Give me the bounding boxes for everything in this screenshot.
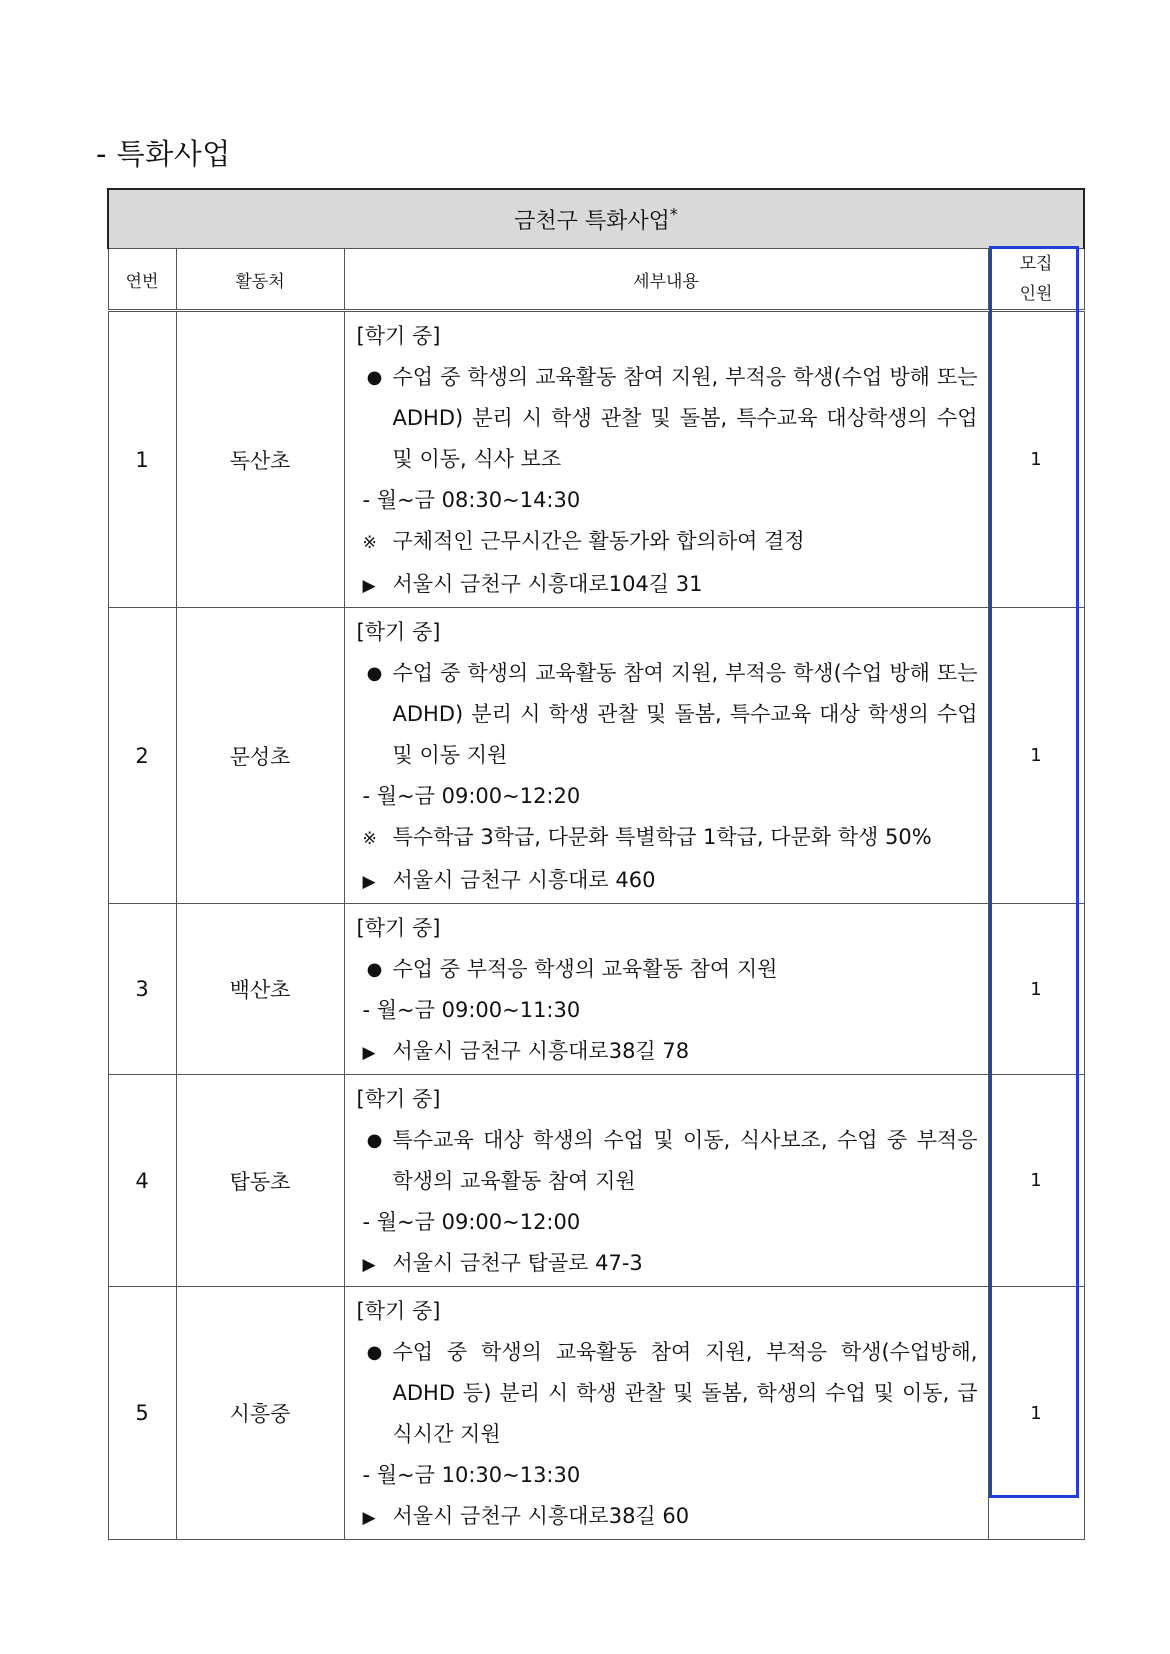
row-recruit: 1 [988, 1075, 1084, 1287]
row-address [357, 1243, 978, 1286]
bullet-dot-icon: ● [366, 663, 383, 684]
row-address-text: 서울시 금천구 탑골로 47-3 [392, 1251, 643, 1275]
header-place: 활동처 [176, 249, 344, 311]
bullet-dot-icon: ● [366, 1342, 383, 1363]
row-no: 1 [108, 311, 176, 608]
row-term: [학기 중] [356, 1087, 441, 1111]
row-note-text: 특수학급 3학급, 다문화 특별학급 1학급, 다문화 학생 50% [392, 825, 932, 849]
header-detail: 세부내용 [344, 249, 988, 311]
table-header-row [108, 249, 1084, 311]
row-term: [학기 중] [356, 916, 441, 940]
table-title-text: 금천구 특화사업 [514, 208, 670, 234]
table-row [108, 1075, 1084, 1287]
row-address-text: 서울시 금천구 시흥대로104길 31 [392, 572, 703, 596]
row-bullet-text: 수업 중 학생의 교육활동 참여 지원, 부적응 학생(수업 방해 또는 ADHD) 분리 시 학생 관찰 및 돌봄, 특수교육 대상 학생의 수업 및 이동 지원 [392, 661, 978, 767]
program-table-wrapper [107, 188, 1083, 1540]
header-no: 연번 [108, 249, 176, 311]
row-place: 문성초 [176, 608, 344, 904]
bullet-dot-icon: ● [366, 367, 383, 388]
row-term: [학기 중] [356, 324, 441, 348]
row-recruit: 1 [988, 1287, 1084, 1540]
row-bullet [357, 653, 978, 776]
row-detail [344, 1075, 988, 1287]
row-bullet-text: 수업 중 학생의 교육활동 참여 지원, 부적응 학생(수업방해, ADHD 등) 분리 시 학생 관찰 및 돌봄, 학생의 수업 및 이동, 급식시간 지원 [392, 1340, 978, 1446]
table-title-mark: * [669, 204, 678, 224]
row-bullet [357, 1120, 978, 1202]
reference-mark-icon: ※ [362, 533, 377, 553]
row-bullet-text: 수업 중 부적응 학생의 교육활동 참여 지원 [392, 957, 778, 981]
triangle-arrow-icon: ▶ [362, 872, 376, 892]
row-recruit: 1 [988, 608, 1084, 904]
row-term: [학기 중] [356, 620, 441, 644]
row-place: 시흥중 [176, 1287, 344, 1540]
row-place: 독산초 [176, 311, 344, 608]
row-note-text: 구체적인 근무시간은 활동가와 합의하여 결정 [392, 529, 805, 553]
triangle-arrow-icon: ▶ [362, 1508, 376, 1528]
section-heading: - 특화사업 [96, 137, 231, 171]
row-hours: - 월~금 09:00~11:30 [362, 998, 581, 1022]
row-recruit: 1 [988, 311, 1084, 608]
table-row [108, 904, 1084, 1075]
table-title-row [108, 189, 1084, 249]
row-no: 4 [108, 1075, 176, 1287]
table-row [108, 1287, 1084, 1540]
row-bullet-text: 수업 중 학생의 교육활동 참여 지원, 부적응 학생(수업 방해 또는 ADHD) 분리 시 학생 관찰 및 돌봄, 특수교육 대상학생의 수업 및 이동, 식사 보조 [392, 365, 978, 471]
table-title [108, 189, 1084, 249]
row-address-text: 서울시 금천구 시흥대로38길 60 [392, 1504, 690, 1528]
row-bullet [357, 1332, 978, 1455]
row-address-text: 서울시 금천구 시흥대로 460 [392, 868, 656, 892]
row-bullet-text: 특수교육 대상 학생의 수업 및 이동, 식사보조, 수업 중 부적응 학생의 교육활동 참여 지원 [392, 1128, 978, 1193]
header-recruit [988, 249, 1084, 311]
row-no: 2 [108, 608, 176, 904]
bullet-dot-icon: ● [366, 959, 383, 980]
row-no: 3 [108, 904, 176, 1075]
row-hours: - 월~금 08:30~14:30 [362, 488, 581, 512]
row-recruit: 1 [988, 904, 1084, 1075]
row-term: [학기 중] [356, 1299, 441, 1323]
row-bullet [357, 949, 978, 990]
header-recruit-line1: 모집 [1019, 254, 1053, 274]
row-note [357, 817, 978, 860]
row-note [357, 521, 978, 564]
triangle-arrow-icon: ▶ [362, 1255, 376, 1275]
reference-mark-icon: ※ [362, 829, 377, 849]
row-place: 백산초 [176, 904, 344, 1075]
bullet-dot-icon: ● [366, 1130, 383, 1151]
row-address [357, 1031, 978, 1074]
table-row [108, 311, 1084, 608]
header-recruit-line2: 인원 [1019, 284, 1053, 304]
row-detail [344, 608, 988, 904]
row-address [357, 564, 978, 607]
row-hours: - 월~금 09:00~12:20 [362, 784, 581, 808]
row-bullet [357, 357, 978, 480]
row-no: 5 [108, 1287, 176, 1540]
row-detail [344, 311, 988, 608]
row-place: 탑동초 [176, 1075, 344, 1287]
triangle-arrow-icon: ▶ [362, 1043, 376, 1063]
program-table [107, 188, 1085, 1540]
row-hours: - 월~금 10:30~13:30 [362, 1463, 581, 1487]
row-detail [344, 904, 988, 1075]
table-row [108, 608, 1084, 904]
triangle-arrow-icon: ▶ [362, 576, 376, 596]
row-hours: - 월~금 09:00~12:00 [362, 1210, 581, 1234]
row-address [357, 1496, 978, 1539]
row-detail [344, 1287, 988, 1540]
row-address [357, 860, 978, 903]
row-address-text: 서울시 금천구 시흥대로38길 78 [392, 1039, 690, 1063]
